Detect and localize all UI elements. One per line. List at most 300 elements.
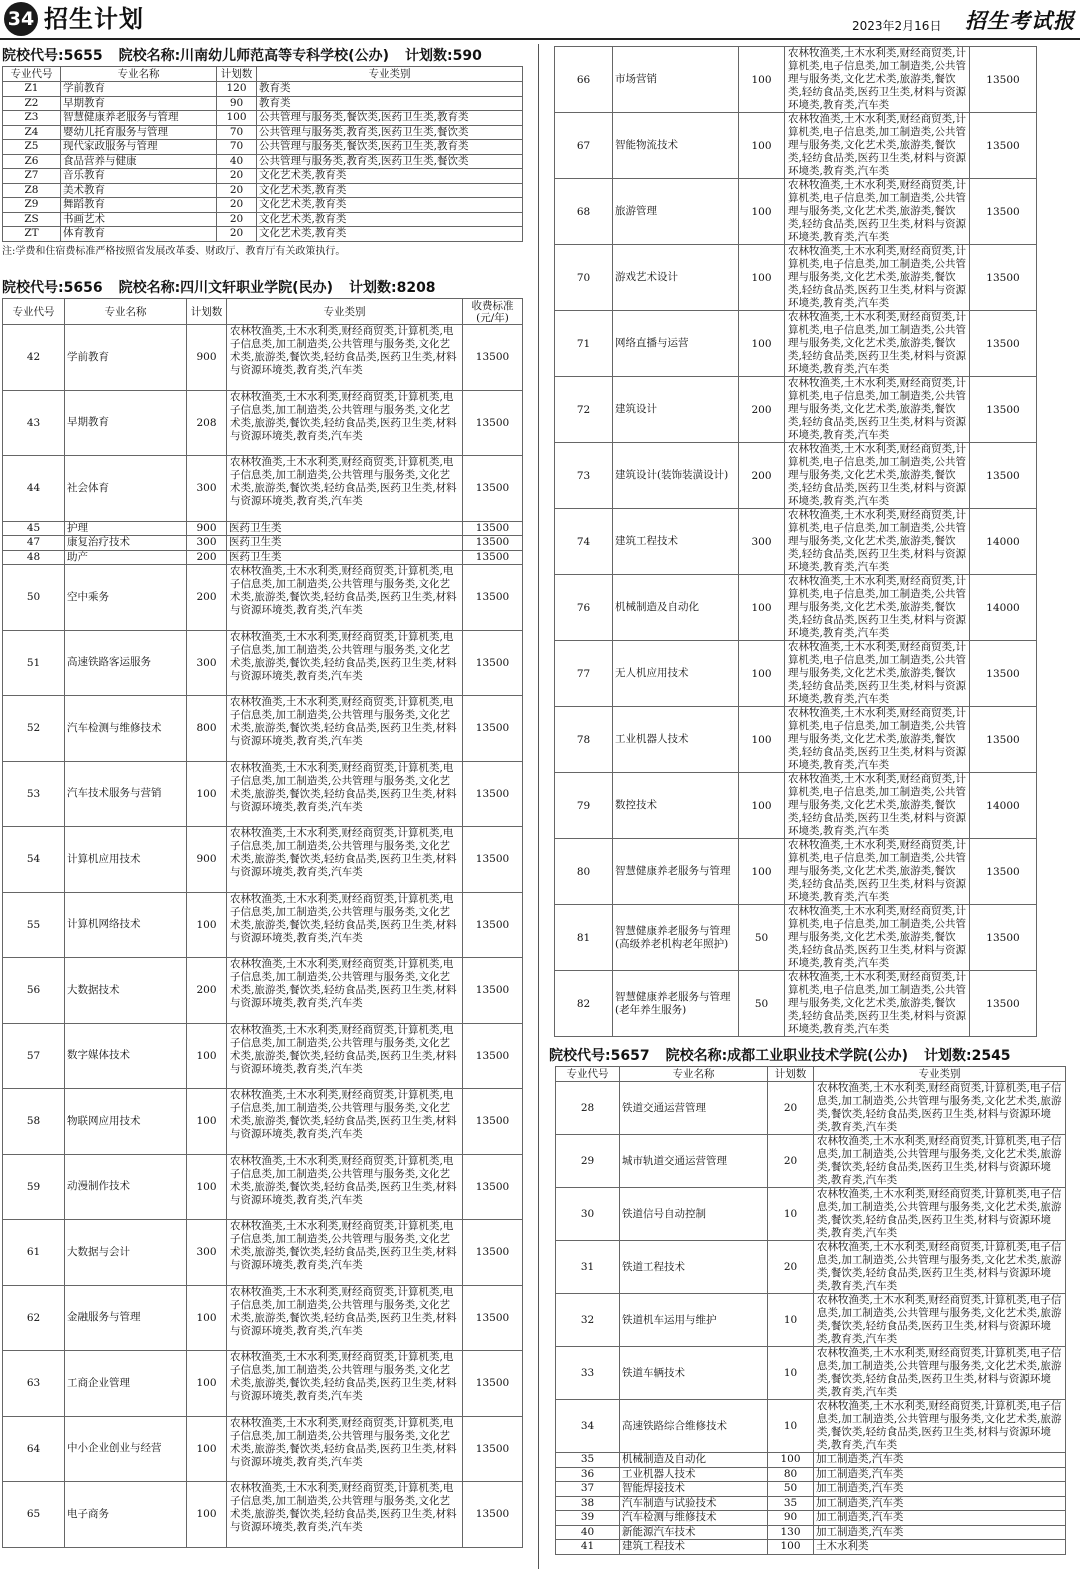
school-heading: [2, 46, 522, 66]
table-cell: 200: [187, 550, 227, 565]
table-cell: 73: [555, 443, 613, 509]
fee-note: 注:学费和住宿费标准严格按照省发展改革委、财政厅、教育厅有关政策执行。: [2, 245, 346, 257]
table-cell: 大数据技术: [65, 958, 187, 1024]
table-cell: 100: [739, 575, 785, 641]
table-cell: 100: [187, 1351, 227, 1417]
table-cell: 20: [768, 1241, 814, 1294]
table-cell: 现代家政服务与管理: [61, 140, 217, 155]
table-cell: 农林牧渔类,土木水利类,财经商贸类,计算机类,电子信息类,加工制造类,公共管理与服务类,文化艺术类,旅游类,餐饮类,轻纺食品类,医药卫生类,材料与资源环境类,教育类,汽车类: [785, 509, 970, 575]
table-cell: 28: [556, 1082, 620, 1135]
table-header: 计划数: [217, 67, 257, 82]
table-row: [3, 212, 523, 227]
table-cell: 77: [555, 641, 613, 707]
table-row: [3, 521, 523, 536]
table-cell: 100: [739, 839, 785, 905]
school-plan: 计划数:8208: [348, 280, 436, 296]
table-cell: 城市轨道交通运营管理: [620, 1135, 768, 1188]
table-cell: 汽车制造与试验技术: [620, 1496, 768, 1511]
table-cell: 教育类: [257, 96, 523, 111]
table-header: 专业代号: [3, 299, 65, 325]
school-code: 院校代号:5656: [2, 280, 103, 296]
table-cell: 加工制造类,汽车类: [814, 1496, 1066, 1511]
section-title: 招生计划: [44, 5, 144, 33]
table-cell: 200: [739, 443, 785, 509]
table-cell: 学前教育: [61, 82, 217, 97]
table-cell: 早期教育: [65, 390, 187, 456]
table-cell: 智能焊接技术: [620, 1482, 768, 1497]
table-row: [555, 443, 1037, 509]
table-cell: 13500: [463, 761, 523, 827]
school-plan: 计划数:590: [404, 48, 482, 64]
table-cell: 50: [768, 1482, 814, 1497]
table-cell: 高速铁路综合维修技术: [620, 1400, 768, 1453]
table-cell: 31: [556, 1241, 620, 1294]
table-cell: 13500: [970, 245, 1037, 311]
table-header: 专业名称: [620, 1067, 768, 1082]
table-row: [556, 1482, 1066, 1497]
table-cell: 新能源汽车技术: [620, 1525, 768, 1540]
table-row: [556, 1241, 1066, 1294]
table-cell: 37: [556, 1482, 620, 1497]
table-cell: 100: [187, 892, 227, 958]
table-row: [556, 1540, 1066, 1555]
table-cell: 100: [739, 245, 785, 311]
table-cell: 农林牧渔类,土木水利类,财经商贸类,计算机类,电子信息类,加工制造类,公共管理与服务类,文化艺术类,旅游类,餐饮类,轻纺食品类,医药卫生类,材料与资源环境类,教育类,汽车类: [814, 1347, 1066, 1400]
table-row: [555, 311, 1037, 377]
table-cell: 13500: [463, 1154, 523, 1220]
table-row: [556, 1400, 1066, 1453]
table-row: [556, 1453, 1066, 1468]
table-cell: 55: [3, 892, 65, 958]
table-cell: 铁道交通运营管理: [620, 1082, 768, 1135]
table-cell: 13500: [463, 521, 523, 536]
table-cell: 美术教育: [61, 183, 217, 198]
table-cell: 200: [187, 565, 227, 631]
table-cell: 47: [3, 536, 65, 551]
table-cell: 农林牧渔类,土木水利类,财经商贸类,计算机类,电子信息类,加工制造类,公共管理与服务类,文化艺术类,旅游类,餐饮类,轻纺食品类,医药卫生类,材料与资源环境类,教育类,汽车类: [227, 1220, 463, 1286]
table-cell: 44: [3, 456, 65, 522]
school-name: 院校名称:四川文轩职业学院(民办): [118, 280, 333, 296]
table-cell: 67: [555, 113, 613, 179]
table-cell: 文化艺术类,教育类: [257, 212, 523, 227]
school-section-5655: [2, 46, 522, 260]
school-section-5656: [2, 278, 522, 1548]
table-row: [3, 1023, 523, 1089]
table-cell: 300: [187, 1220, 227, 1286]
table-cell: 农林牧渔类,土木水利类,财经商贸类,计算机类,电子信息类,加工制造类,公共管理与服务类,文化艺术类,旅游类,餐饮类,轻纺食品类,医药卫生类,材料与资源环境类,教育类,汽车类: [785, 47, 970, 113]
table-cell: 14000: [970, 509, 1037, 575]
table-cell: 70: [217, 125, 257, 140]
table-cell: 机械制造及自动化: [613, 575, 739, 641]
table-cell: 农林牧渔类,土木水利类,财经商贸类,计算机类,电子信息类,加工制造类,公共管理与服务类,文化艺术类,旅游类,餐饮类,轻纺食品类,医药卫生类,材料与资源环境类,教育类,汽车类: [227, 1023, 463, 1089]
table-cell: 早期教育: [61, 96, 217, 111]
table-cell: 82: [555, 971, 613, 1037]
table-cell: 100: [768, 1540, 814, 1555]
table-row: [556, 1496, 1066, 1511]
table-cell: 120: [217, 82, 257, 97]
table-row: [555, 377, 1037, 443]
table-cell: 大数据与会计: [65, 1220, 187, 1286]
table-cell: 铁道信号自动控制: [620, 1188, 768, 1241]
table-cell: 13500: [463, 827, 523, 893]
table-cell: 13500: [463, 1023, 523, 1089]
table-header: 专业名称: [61, 67, 217, 82]
table-cell: 公共管理与服务类,教育类,医药卫生类,餐饮类: [257, 125, 523, 140]
table-cell: 35: [768, 1496, 814, 1511]
table-cell: 74: [555, 509, 613, 575]
table-cell: 加工制造类,汽车类: [814, 1511, 1066, 1526]
table-cell: 铁道工程技术: [620, 1241, 768, 1294]
table-cell: 智慧健康养老服务与管理: [61, 111, 217, 126]
table-cell: Z2: [3, 96, 61, 111]
table-cell: Z1: [3, 82, 61, 97]
table-cell: 900: [187, 521, 227, 536]
school-plan: 计划数:2545: [923, 1048, 1011, 1064]
masthead-logo: 招生考试报: [965, 8, 1075, 33]
table-cell: 医药卫生类: [227, 550, 463, 565]
table-cell: 农林牧渔类,土木水利类,财经商贸类,计算机类,电子信息类,加工制造类,公共管理与服务类,文化艺术类,旅游类,餐饮类,轻纺食品类,医药卫生类,材料与资源环境类,教育类,汽车类: [785, 905, 970, 971]
table-cell: 20: [217, 227, 257, 242]
table-cell: 农林牧渔类,土木水利类,财经商贸类,计算机类,电子信息类,加工制造类,公共管理与服务类,文化艺术类,旅游类,餐饮类,轻纺食品类,医药卫生类,材料与资源环境类,教育类,汽车类: [227, 1416, 463, 1482]
table-cell: 100: [187, 1154, 227, 1220]
table-cell: 68: [555, 179, 613, 245]
table-cell: Z4: [3, 125, 61, 140]
table-header: 专业名称: [65, 299, 187, 325]
table-cell: 农林牧渔类,土木水利类,财经商贸类,计算机类,电子信息类,加工制造类,公共管理与服务类,文化艺术类,旅游类,餐饮类,轻纺食品类,医药卫生类,材料与资源环境类,教育类,汽车类: [227, 1482, 463, 1548]
table-cell: 物联网应用技术: [65, 1089, 187, 1155]
table-cell: 游戏艺术设计: [613, 245, 739, 311]
table-cell: 63: [3, 1351, 65, 1417]
table-cell: 助产: [65, 550, 187, 565]
table-cell: 13500: [463, 958, 523, 1024]
table-cell: Z8: [3, 183, 61, 198]
table-row: [3, 827, 523, 893]
table-cell: 100: [187, 1285, 227, 1351]
table-cell: 农林牧渔类,土木水利类,财经商贸类,计算机类,电子信息类,加工制造类,公共管理与服务类,文化艺术类,旅游类,餐饮类,轻纺食品类,医药卫生类,材料与资源环境类,教育类,汽车类: [227, 1285, 463, 1351]
table-cell: Z6: [3, 154, 61, 169]
table-cell: 32: [556, 1294, 620, 1347]
table-cell: 100: [187, 1023, 227, 1089]
table-cell: Z3: [3, 111, 61, 126]
table-row: [555, 839, 1037, 905]
table-row: [3, 198, 523, 213]
table-cell: 智慧健康养老服务与管理: [613, 839, 739, 905]
table-row: [3, 550, 523, 565]
table-row: [3, 390, 523, 456]
table-cell: 13500: [463, 390, 523, 456]
table-cell: 20: [768, 1135, 814, 1188]
table-row: [556, 1525, 1066, 1540]
school-name: 院校名称:川南幼儿师范高等专科学校(公办): [118, 48, 389, 64]
table-cell: 农林牧渔类,土木水利类,财经商贸类,计算机类,电子信息类,加工制造类,公共管理与服务类,文化艺术类,旅游类,餐饮类,轻纺食品类,医药卫生类,材料与资源环境类,教育类,汽车类: [814, 1241, 1066, 1294]
table-cell: 无人机应用技术: [613, 641, 739, 707]
table-row: [3, 630, 523, 696]
table-cell: 建筑工程技术: [613, 509, 739, 575]
table-header: 专业类别: [814, 1067, 1066, 1082]
table-cell: 70: [217, 140, 257, 155]
table-row: [555, 245, 1037, 311]
table-row: [556, 1188, 1066, 1241]
table-cell: 金融服务与管理: [65, 1285, 187, 1351]
table-cell: Z7: [3, 169, 61, 184]
table-cell: 婴幼儿托育服务与管理: [61, 125, 217, 140]
table-row: [555, 971, 1037, 1037]
table-cell: 农林牧渔类,土木水利类,财经商贸类,计算机类,电子信息类,加工制造类,公共管理与服务类,文化艺术类,旅游类,餐饮类,轻纺食品类,医药卫生类,材料与资源环境类,教育类,汽车类: [785, 311, 970, 377]
table-cell: 智慧健康养老服务与管理(高级养老机构老年照护): [613, 905, 739, 971]
table-cell: 农林牧渔类,土木水利类,财经商贸类,计算机类,电子信息类,加工制造类,公共管理与服务类,文化艺术类,旅游类,餐饮类,轻纺食品类,医药卫生类,材料与资源环境类,教育类,汽车类: [785, 773, 970, 839]
table-row: [3, 1416, 523, 1482]
table-cell: 13500: [463, 536, 523, 551]
table-cell: 农林牧渔类,土木水利类,财经商贸类,计算机类,电子信息类,加工制造类,公共管理与服务类,文化艺术类,旅游类,餐饮类,轻纺食品类,医药卫生类,材料与资源环境类,教育类,汽车类: [785, 839, 970, 905]
table-cell: 50: [739, 905, 785, 971]
table-cell: 医药卫生类: [227, 521, 463, 536]
table-cell: 50: [3, 565, 65, 631]
table-cell: 13500: [970, 971, 1037, 1037]
table-cell: 土木水利类: [814, 1540, 1066, 1555]
table-cell: Z9: [3, 198, 61, 213]
table-cell: 900: [187, 325, 227, 391]
table-cell: 52: [3, 696, 65, 762]
table-cell: 公共管理与服务类,餐饮类,医药卫生类,教育类: [257, 140, 523, 155]
table-cell: 100: [739, 113, 785, 179]
table-cell: 13500: [463, 892, 523, 958]
table-cell: 13500: [463, 1089, 523, 1155]
table-row: [3, 892, 523, 958]
table-cell: 81: [555, 905, 613, 971]
table-row: [555, 773, 1037, 839]
table-cell: 农林牧渔类,土木水利类,财经商贸类,计算机类,电子信息类,加工制造类,公共管理与服务类,文化艺术类,旅游类,餐饮类,轻纺食品类,医药卫生类,材料与资源环境类,教育类,汽车类: [814, 1082, 1066, 1135]
table-cell: 加工制造类,汽车类: [814, 1482, 1066, 1497]
table-cell: 20: [217, 212, 257, 227]
table-cell: 43: [3, 390, 65, 456]
table-row: [555, 575, 1037, 641]
table-cell: 农林牧渔类,土木水利类,财经商贸类,计算机类,电子信息类,加工制造类,公共管理与服务类,文化艺术类,旅游类,餐饮类,轻纺食品类,医药卫生类,材料与资源环境类,教育类,汽车类: [785, 971, 970, 1037]
table-cell: 空中乘务: [65, 565, 187, 631]
table-cell: 文化艺术类,教育类: [257, 183, 523, 198]
table-row: [555, 641, 1037, 707]
table-cell: 300: [187, 536, 227, 551]
table-cell: 公共管理与服务类,教育类,医药卫生类,餐饮类: [257, 154, 523, 169]
table-header: 专业类别: [257, 67, 523, 82]
school-table: [554, 46, 1037, 1037]
table-row: [555, 47, 1037, 113]
issue-date: 2023年2月16日: [852, 19, 942, 33]
table-row: [3, 1089, 523, 1155]
table-cell: 加工制造类,汽车类: [814, 1453, 1066, 1468]
table-cell: 食品营养与健康: [61, 154, 217, 169]
table-cell: 90: [768, 1511, 814, 1526]
table-cell: 13500: [463, 630, 523, 696]
table-cell: 800: [187, 696, 227, 762]
table-cell: 13500: [463, 1285, 523, 1351]
table-cell: 公共管理与服务类,餐饮类,医药卫生类,教育类: [257, 111, 523, 126]
table-cell: 900: [187, 827, 227, 893]
table-cell: 文化艺术类,教育类: [257, 169, 523, 184]
table-cell: 71: [555, 311, 613, 377]
table-cell: 42: [3, 325, 65, 391]
table-cell: 农林牧渔类,土木水利类,财经商贸类,计算机类,电子信息类,加工制造类,公共管理与服务类,文化艺术类,旅游类,餐饮类,轻纺食品类,医药卫生类,材料与资源环境类,教育类,汽车类: [785, 641, 970, 707]
table-cell: 医药卫生类: [227, 536, 463, 551]
table-cell: 建筑设计(装饰装潢设计): [613, 443, 739, 509]
table-cell: ZT: [3, 227, 61, 242]
table-cell: 13500: [463, 550, 523, 565]
table-cell: 13500: [970, 179, 1037, 245]
table-cell: 13500: [970, 839, 1037, 905]
table-cell: 农林牧渔类,土木水利类,财经商贸类,计算机类,电子信息类,加工制造类,公共管理与服务类,文化艺术类,旅游类,餐饮类,轻纺食品类,医药卫生类,材料与资源环境类,教育类,汽车类: [814, 1400, 1066, 1453]
table-cell: 农林牧渔类,土木水利类,财经商贸类,计算机类,电子信息类,加工制造类,公共管理与服务类,文化艺术类,旅游类,餐饮类,轻纺食品类,医药卫生类,材料与资源环境类,教育类,汽车类: [227, 958, 463, 1024]
table-cell: 80: [555, 839, 613, 905]
table-row: [3, 140, 523, 155]
table-cell: 电子商务: [65, 1482, 187, 1548]
table-row: [555, 905, 1037, 971]
table-cell: 30: [556, 1188, 620, 1241]
table-row: [3, 696, 523, 762]
table-row: [3, 1482, 523, 1548]
school-heading: [2, 278, 522, 298]
table-cell: 72: [555, 377, 613, 443]
table-cell: 20: [768, 1082, 814, 1135]
table-cell: 76: [555, 575, 613, 641]
table-cell: 10: [768, 1400, 814, 1453]
school-name: 院校名称:成都工业职业技术学院(公办): [665, 1048, 908, 1064]
school-code: 院校代号:5655: [2, 48, 103, 64]
table-cell: 13500: [463, 1220, 523, 1286]
table-row: [556, 1511, 1066, 1526]
table-header: 专业代号: [556, 1067, 620, 1082]
table-cell: 农林牧渔类,土木水利类,财经商贸类,计算机类,电子信息类,加工制造类,公共管理与服务类,文化艺术类,旅游类,餐饮类,轻纺食品类,医药卫生类,材料与资源环境类,教育类,汽车类: [227, 1154, 463, 1220]
table-cell: 农林牧渔类,土木水利类,财经商贸类,计算机类,电子信息类,加工制造类,公共管理与服务类,文化艺术类,旅游类,餐饮类,轻纺食品类,医药卫生类,材料与资源环境类,教育类,汽车类: [227, 325, 463, 391]
table-cell: 汽车检测与维修技术: [620, 1511, 768, 1526]
table-cell: 200: [739, 377, 785, 443]
table-cell: 农林牧渔类,土木水利类,财经商贸类,计算机类,电子信息类,加工制造类,公共管理与服务类,文化艺术类,旅游类,餐饮类,轻纺食品类,医药卫生类,材料与资源环境类,教育类,汽车类: [785, 113, 970, 179]
school-section-5657: [549, 1046, 1078, 1555]
table-cell: 100: [187, 1482, 227, 1548]
table-cell: 50: [739, 971, 785, 1037]
table-cell: 53: [3, 761, 65, 827]
table-cell: 48: [3, 550, 65, 565]
table-cell: 汽车检测与维修技术: [65, 696, 187, 762]
table-cell: 农林牧渔类,土木水利类,财经商贸类,计算机类,电子信息类,加工制造类,公共管理与服务类,文化艺术类,旅游类,餐饮类,轻纺食品类,医药卫生类,材料与资源环境类,教育类,汽车类: [785, 377, 970, 443]
table-cell: 56: [3, 958, 65, 1024]
table-cell: 33: [556, 1347, 620, 1400]
table-header: 收费标准(元/年): [463, 299, 523, 325]
table-cell: 工业机器人技术: [620, 1467, 768, 1482]
table-cell: 100: [217, 111, 257, 126]
table-cell: 36: [556, 1467, 620, 1482]
table-cell: 农林牧渔类,土木水利类,财经商贸类,计算机类,电子信息类,加工制造类,公共管理与服务类,文化艺术类,旅游类,餐饮类,轻纺食品类,医药卫生类,材料与资源环境类,教育类,汽车类: [227, 390, 463, 456]
table-cell: 100: [768, 1453, 814, 1468]
table-cell: 130: [768, 1525, 814, 1540]
table-cell: 100: [739, 47, 785, 113]
table-header: 专业代号: [3, 67, 61, 82]
table-cell: 13500: [970, 47, 1037, 113]
table-cell: 文化艺术类,教育类: [257, 198, 523, 213]
table-cell: 网络直播与运营: [613, 311, 739, 377]
table-cell: 20: [217, 183, 257, 198]
table-cell: 64: [3, 1416, 65, 1482]
table-cell: 工商企业管理: [65, 1351, 187, 1417]
table-cell: 音乐教育: [61, 169, 217, 184]
table-cell: 62: [3, 1285, 65, 1351]
table-cell: 体育教育: [61, 227, 217, 242]
school-code: 院校代号:5657: [549, 1048, 650, 1064]
table-cell: 农林牧渔类,土木水利类,财经商贸类,计算机类,电子信息类,加工制造类,公共管理与服务类,文化艺术类,旅游类,餐饮类,轻纺食品类,医药卫生类,材料与资源环境类,教育类,汽车类: [227, 1351, 463, 1417]
table-cell: 100: [739, 707, 785, 773]
table-cell: 农林牧渔类,土木水利类,财经商贸类,计算机类,电子信息类,加工制造类,公共管理与服务类,文化艺术类,旅游类,餐饮类,轻纺食品类,医药卫生类,材料与资源环境类,教育类,汽车类: [227, 892, 463, 958]
table-row: [3, 169, 523, 184]
table-row: [3, 325, 523, 391]
table-cell: 61: [3, 1220, 65, 1286]
table-row: [3, 456, 523, 522]
table-row: [3, 111, 523, 126]
table-cell: 农林牧渔类,土木水利类,财经商贸类,计算机类,电子信息类,加工制造类,公共管理与服务类,文化艺术类,旅游类,餐饮类,轻纺食品类,医药卫生类,材料与资源环境类,教育类,汽车类: [227, 456, 463, 522]
school-heading: [549, 1046, 1078, 1066]
school-table: [2, 298, 523, 1548]
table-row: [556, 1347, 1066, 1400]
column-divider: [538, 44, 539, 1569]
table-cell: 80: [768, 1467, 814, 1482]
table-cell: 工业机器人技术: [613, 707, 739, 773]
table-cell: 14000: [970, 575, 1037, 641]
table-cell: 100: [739, 773, 785, 839]
table-row: [3, 958, 523, 1024]
table-cell: 舞蹈教育: [61, 198, 217, 213]
table-cell: 13500: [463, 565, 523, 631]
table-cell: 41: [556, 1540, 620, 1555]
table-cell: 数字媒体技术: [65, 1023, 187, 1089]
table-cell: 13500: [463, 325, 523, 391]
table-row: [3, 536, 523, 551]
table-cell: 农林牧渔类,土木水利类,财经商贸类,计算机类,电子信息类,加工制造类,公共管理与服务类,文化艺术类,旅游类,餐饮类,轻纺食品类,医药卫生类,材料与资源环境类,教育类,汽车类: [227, 1089, 463, 1155]
table-cell: 汽车技术服务与营销: [65, 761, 187, 827]
table-cell: 78: [555, 707, 613, 773]
table-cell: 100: [187, 1089, 227, 1155]
table-header: 计划数: [768, 1067, 814, 1082]
table-cell: 100: [739, 641, 785, 707]
school-table: [2, 66, 523, 242]
table-cell: 计算机网络技术: [65, 892, 187, 958]
table-cell: 高速铁路客运服务: [65, 630, 187, 696]
table-cell: 10: [768, 1294, 814, 1347]
table-cell: 市场营销: [613, 47, 739, 113]
table-cell: 45: [3, 521, 65, 536]
table-row: [556, 1082, 1066, 1135]
table-cell: 农林牧渔类,土木水利类,财经商贸类,计算机类,电子信息类,加工制造类,公共管理与服务类,文化艺术类,旅游类,餐饮类,轻纺食品类,医药卫生类,材料与资源环境类,教育类,汽车类: [785, 575, 970, 641]
table-cell: 38: [556, 1496, 620, 1511]
table-cell: 农林牧渔类,土木水利类,财经商贸类,计算机类,电子信息类,加工制造类,公共管理与服务类,文化艺术类,旅游类,餐饮类,轻纺食品类,医药卫生类,材料与资源环境类,教育类,汽车类: [227, 565, 463, 631]
table-cell: 农林牧渔类,土木水利类,财经商贸类,计算机类,电子信息类,加工制造类,公共管理与服务类,文化艺术类,旅游类,餐饮类,轻纺食品类,医药卫生类,材料与资源环境类,教育类,汽车类: [814, 1188, 1066, 1241]
table-row: [3, 125, 523, 140]
table-cell: 智慧健康养老服务与管理(老年养生服务): [613, 971, 739, 1037]
table-cell: 100: [187, 1416, 227, 1482]
table-cell: 中小企业创业与经营: [65, 1416, 187, 1482]
table-cell: 13500: [463, 456, 523, 522]
table-cell: 29: [556, 1135, 620, 1188]
table-cell: 51: [3, 630, 65, 696]
table-cell: 13500: [970, 377, 1037, 443]
table-row: [556, 1135, 1066, 1188]
table-cell: 66: [555, 47, 613, 113]
table-header: 专业类别: [227, 299, 463, 325]
table-cell: 学前教育: [65, 325, 187, 391]
table-row: [555, 113, 1037, 179]
table-row: [3, 1154, 523, 1220]
table-cell: 58: [3, 1089, 65, 1155]
table-cell: 54: [3, 827, 65, 893]
table-cell: 13500: [970, 443, 1037, 509]
table-row: [3, 1220, 523, 1286]
table-cell: 旅游管理: [613, 179, 739, 245]
